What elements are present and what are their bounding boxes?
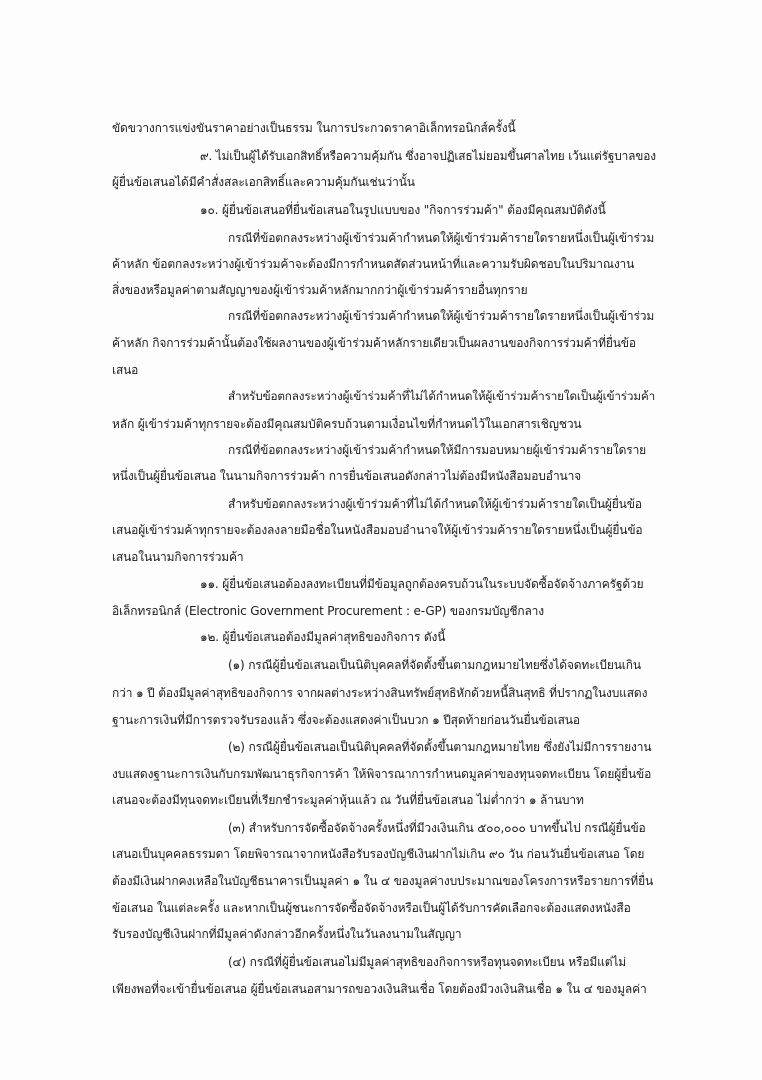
text-line: ๙. ไม่เป็นผู้ได้รับเอกสิทธิ์หรือความคุ้มกัน ซึ่งอาจปฏิเสธไม่ยอมขึ้นศาลไทย เว้นแต่รัฐบาลของ [200,149,656,163]
text-line: เสนอเป็นบุคคลธรรมดา โดยพิจารณาจากหนังสือรับรองบัญชีเงินฝากไม่เกิน ๙๐ วัน ก่อนวันยื่นข้อเสนอ โดย [112,847,645,861]
text-line: รับรองบัญชีเงินฝากที่มีมูลค่าดังกล่าวอีกครั้งหนึ่งในวันลงนามในสัญญา [112,927,462,941]
text-line: เสนอในนามกิจการร่วมค้า [112,550,244,564]
text-line: ค้าหลัก กิจการร่วมค้านั้นต้องใช้ผลงานของผู้เข้าร่วมค้าหลักรายเดียวเป็นผลงานของกิจการร่วมค้าที่ยื่นข้อ [112,336,636,350]
text-line: ๑๑. ผู้ยื่นข้อเสนอต้องลงทะเบียนที่มีข้อมูลถูกต้องครบถ้วนในระบบจัดซื้อจัดจ้างภาครัฐด้วย [200,577,644,591]
text-line: หลัก ผู้เข้าร่วมค้าทุกรายจะต้องมีคุณสมบัติครบถ้วนตามเงื่อนไขที่กำหนดไว้ในเอกสารเชิญชวน [112,417,582,431]
text-line: เพียงพอที่จะเข้ายื่นข้อเสนอ ผู้ยื่นข้อเสนอสามารถขอวงเงินสินเชื่อ โดยต้องมีวงเงินสินเชื่อ ๑ ใน ๔ ของมูลค่า [112,982,647,996]
text-line: สิ่งของหรือมูลค่าตามสัญญาของผู้เข้าร่วมค้าหลักมากกว่าผู้เข้าร่วมค้ารายอื่นทุกราย [112,283,528,297]
text-line: (๓) สำหรับการจัดซื้อจัดจ้างครั้งหนึ่งที่มีวงเงินเกิน ๕๐๐,๐๐๐ บาทขึ้นไป กรณีผู้ยื่นข้อ [228,821,646,835]
text-line: อิเล็กทรอนิกส์ (Electronic Government Procurement : e-GP) ของกรมบัญชีกลาง [112,604,544,618]
text-line: สำหรับข้อตกลงระหว่างผู้เข้าร่วมค้าที่ไม่ได้กำหนดให้ผู้เข้าร่วมค้ารายใดเป็นผู้ยื่นข้อ [228,497,642,511]
text-line: ต้องมีเงินฝากคงเหลือในบัญชีธนาคารเป็นมูลค่า ๑ ใน ๔ ของมูลค่างบประมาณของโครงการหรือรายการที่ยื่น [112,874,654,888]
text-line: (๔) กรณีที่ผู้ยื่นข้อเสนอไม่มีมูลค่าสุทธิของกิจการหรือทุนจดทะเบียน หรือมีแต่ไม่ [228,955,627,969]
text-line: ๑๒. ผู้ยื่นข้อเสนอต้องมีมูลค่าสุทธิของกิจการ ดังนี้ [200,630,446,644]
text-line: กรณีที่ข้อตกลงระหว่างผู้เข้าร่วมค้ากำหนดให้ผู้เข้าร่วมค้ารายใดรายหนึ่งเป็นผู้เข้าร่วม [228,309,655,323]
text-line: งบแสดงฐานะการเงินกับกรมพัฒนาธุรกิจการค้า ให้พิจารณาการกำหนดมูลค่าของทุนจดทะเบียน โดยผู้ยื่นข้อ [112,767,652,781]
text-line: สำหรับข้อตกลงระหว่างผู้เข้าร่วมค้าที่ไม่ได้กำหนดให้ผู้เข้าร่วมค้ารายใดเป็นผู้เข้าร่วมค้า [228,389,656,403]
text-line: กว่า ๑ ปี ต้องมีมูลค่าสุทธิของกิจการ จากผลต่างระหว่างสินทรัพย์สุทธิหักด้วยหนี้สินสุทธิ ที่ปรากฏในงบแสดง [112,686,648,700]
text-line: ค้าหลัก ข้อตกลงระหว่างผู้เข้าร่วมค้าจะต้องมีการกำหนดสัดส่วนหน้าที่และความรับผิดชอบในปริมาณงาน [112,257,635,271]
text-line: ๑๐. ผู้ยื่นข้อเสนอที่ยื่นข้อเสนอในรูปแบบของ "กิจการร่วมค้า" ต้องมีคุณสมบัติดังนี้ [200,203,606,217]
text-line: ข้อเสนอ ในแต่ละครั้ง และหากเป็นผู้ชนะการจัดซื้อจัดจ้างหรือเป็นผู้ได้รับการคัดเลือกจะต้องแสดงหนังสือ [112,901,631,915]
text-line: เสนอ [112,363,139,377]
text-line: เสนอผู้เข้าร่วมค้าทุกรายจะต้องลงลายมือชื่อในหนังสือมอบอำนาจให้ผู้เข้าร่วมค้ารายใดรายหนึ่งเป็นผู้ยื่นข้อ [112,523,643,537]
text-line: (๑) กรณีผู้ยื่นข้อเสนอเป็นนิติบุคคลที่จัดตั้งขึ้นตามกฎหมายไทยซึ่งได้จดทะเบียนเกิน [228,658,641,672]
text-line: ผู้ยื่นข้อเสนอได้มีคำสั่งสละเอกสิทธิ์และความคุ้มกันเช่นว่านั้น [112,175,415,189]
text-line: ขัดขวางการแข่งขันราคาอย่างเป็นธรรม ในการประกวดราคาอิเล็กทรอนิกส์ครั้งนี้ [112,121,516,135]
text-line: ฐานะการเงินที่มีการตรวจรับรองแล้ว ซึ่งจะต้องแสดงค่าเป็นบวก ๑ ปีสุดท้ายก่อนวันยื่นข้อเสนอ [112,713,580,727]
text-line: เสนอจะต้องมีทุนจดทะเบียนที่เรียกชำระมูลค่าหุ้นแล้ว ณ วันที่ยื่นข้อเสนอ ไม่ต่ำกว่า ๑ ล้านบาท [112,793,584,807]
text-line: กรณีที่ข้อตกลงระหว่างผู้เข้าร่วมค้ากำหนดให้ผู้เข้าร่วมค้ารายใดรายหนึ่งเป็นผู้เข้าร่วม [228,231,655,245]
text-line: หนึ่งเป็นผู้ยื่นข้อเสนอ ในนามกิจการร่วมค้า การยื่นข้อเสนอดังกล่าวไม่ต้องมีหนังสือมอบอำนาจ [112,469,582,483]
text-line: (๒) กรณีผู้ยื่นข้อเสนอเป็นนิติบุคคลที่จัดตั้งขึ้นตามกฎหมายไทย ซึ่งยังไม่มีการรายงาน [228,740,652,754]
text-line: กรณีที่ข้อตกลงระหว่างผู้เข้าร่วมค้ากำหนดให้มีการมอบหมายผู้เข้าร่วมค้ารายใดราย [228,443,647,457]
